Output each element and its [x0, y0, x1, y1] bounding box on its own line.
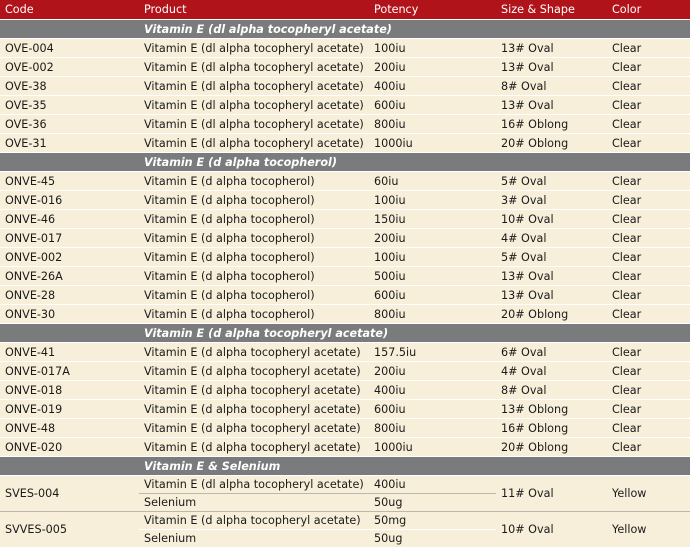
- cell-size: 13# Oval: [496, 267, 607, 286]
- cell-code: ONVE-020: [0, 438, 139, 457]
- cell-code: ONVE-018: [0, 381, 139, 400]
- cell-potency: 500iu: [369, 267, 496, 286]
- cell-product: Vitamin E (d alpha tocopheryl acetate): [139, 438, 369, 457]
- cell-product: Vitamin E (d alpha tocopherol): [139, 210, 369, 229]
- cell-potency: 600iu: [369, 286, 496, 305]
- cell-product: Selenium: [139, 494, 369, 512]
- cell-code: ONVE-017: [0, 229, 139, 248]
- cell-size: 11# Oval: [496, 476, 607, 512]
- cell-product: Vitamin E (dl alpha tocopheryl acetate): [139, 39, 369, 58]
- cell-size: 4# Oval: [496, 229, 607, 248]
- table-row: [0, 210, 690, 229]
- cell-potency: 1000iu: [369, 438, 496, 457]
- cell-product: Vitamin E (d alpha tocopherol): [139, 286, 369, 305]
- header-code: Code: [0, 0, 139, 20]
- cell-color: Clear: [607, 229, 690, 248]
- cell-code: OVE-002: [0, 58, 139, 77]
- cell-product: Vitamin E (dl alpha tocopheryl acetate): [139, 134, 369, 153]
- cell-potency: 150iu: [369, 210, 496, 229]
- cell-code: OVE-31: [0, 134, 139, 153]
- cell-potency: 50mg: [369, 512, 496, 530]
- cell-code: ONVE-017A: [0, 362, 139, 381]
- cell-product: Vitamin E (dl alpha tocopheryl acetate): [139, 115, 369, 134]
- table-row: [0, 286, 690, 305]
- cell-size: 6# Oval: [496, 343, 607, 362]
- cell-product: Selenium: [139, 530, 369, 548]
- cell-product: Vitamin E (dl alpha tocopheryl acetate): [139, 476, 369, 494]
- cell-size: 8# Oval: [496, 381, 607, 400]
- cell-color: Clear: [607, 438, 690, 457]
- table-row: [0, 134, 690, 153]
- cell-potency: 400iu: [369, 77, 496, 96]
- cell-code: OVE-004: [0, 39, 139, 58]
- cell-product: Vitamin E (dl alpha tocopheryl acetate): [139, 58, 369, 77]
- table-row: [0, 77, 690, 96]
- cell-size: 5# Oval: [496, 172, 607, 191]
- section-title: Vitamin E & Selenium: [139, 457, 690, 476]
- cell-potency: 1000iu: [369, 134, 496, 153]
- table-row: [0, 512, 690, 530]
- cell-code: SVVES-005: [0, 512, 139, 548]
- cell-potency: 600iu: [369, 400, 496, 419]
- cell-color: Clear: [607, 248, 690, 267]
- cell-potency: 800iu: [369, 115, 496, 134]
- table-row: [0, 172, 690, 191]
- section-header: [0, 324, 690, 343]
- cell-potency: 100iu: [369, 248, 496, 267]
- cell-code: ONVE-30: [0, 305, 139, 324]
- cell-product: Vitamin E (d alpha tocopherol): [139, 172, 369, 191]
- cell-color: Clear: [607, 267, 690, 286]
- cell-color: Clear: [607, 115, 690, 134]
- cell-product: Vitamin E (d alpha tocopheryl acetate): [139, 362, 369, 381]
- table-row: [0, 58, 690, 77]
- cell-code: ONVE-41: [0, 343, 139, 362]
- cell-color: Yellow: [607, 476, 690, 512]
- cell-code: ONVE-48: [0, 419, 139, 438]
- cell-code: OVE-36: [0, 115, 139, 134]
- cell-code: ONVE-019: [0, 400, 139, 419]
- cell-color: Yellow: [607, 512, 690, 548]
- table-row: [0, 438, 690, 457]
- table-row: [0, 381, 690, 400]
- cell-potency: 400iu: [369, 381, 496, 400]
- cell-color: Clear: [607, 286, 690, 305]
- cell-size: 13# Oblong: [496, 400, 607, 419]
- cell-product: Vitamin E (d alpha tocopheryl acetate): [139, 343, 369, 362]
- table-row: [0, 400, 690, 419]
- cell-color: Clear: [607, 381, 690, 400]
- cell-code: ONVE-28: [0, 286, 139, 305]
- cell-product: Vitamin E (dl alpha tocopheryl acetate): [139, 96, 369, 115]
- cell-size: 10# Oval: [496, 210, 607, 229]
- cell-color: Clear: [607, 172, 690, 191]
- cell-potency: 100iu: [369, 39, 496, 58]
- cell-size: 5# Oval: [496, 248, 607, 267]
- table-row: [0, 476, 690, 494]
- cell-code: OVE-38: [0, 77, 139, 96]
- cell-potency: 200iu: [369, 229, 496, 248]
- section-blank: [0, 153, 139, 172]
- cell-code: ONVE-016: [0, 191, 139, 210]
- cell-code: ONVE-46: [0, 210, 139, 229]
- table-row: [0, 39, 690, 58]
- cell-size: 16# Oblong: [496, 419, 607, 438]
- cell-size: 16# Oblong: [496, 115, 607, 134]
- cell-code: ONVE-45: [0, 172, 139, 191]
- cell-color: Clear: [607, 400, 690, 419]
- cell-color: Clear: [607, 210, 690, 229]
- cell-code: OVE-35: [0, 96, 139, 115]
- table-row: [0, 191, 690, 210]
- cell-product: Vitamin E (d alpha tocopherol): [139, 248, 369, 267]
- header-color: Color: [607, 0, 690, 20]
- cell-color: Clear: [607, 343, 690, 362]
- cell-color: Clear: [607, 39, 690, 58]
- cell-color: Clear: [607, 362, 690, 381]
- cell-color: Clear: [607, 134, 690, 153]
- table-row: [0, 343, 690, 362]
- cell-size: 20# Oblong: [496, 438, 607, 457]
- cell-potency: 600iu: [369, 96, 496, 115]
- cell-potency: 200iu: [369, 58, 496, 77]
- section-title: Vitamin E (d alpha tocopherol): [139, 153, 690, 172]
- table-row: [0, 248, 690, 267]
- cell-potency: 800iu: [369, 419, 496, 438]
- cell-product: Vitamin E (d alpha tocopheryl acetate): [139, 512, 369, 530]
- cell-product: Vitamin E (d alpha tocopherol): [139, 267, 369, 286]
- cell-size: 13# Oval: [496, 39, 607, 58]
- section-blank: [0, 20, 139, 39]
- section-title: Vitamin E (dl alpha tocopheryl acetate): [139, 20, 690, 39]
- cell-potency: 800iu: [369, 305, 496, 324]
- cell-size: 20# Oblong: [496, 134, 607, 153]
- cell-color: Clear: [607, 419, 690, 438]
- cell-size: 3# Oval: [496, 191, 607, 210]
- section-header: [0, 457, 690, 476]
- cell-code: SVES-004: [0, 476, 139, 512]
- section-blank: [0, 457, 139, 476]
- cell-potency: 50ug: [369, 494, 496, 512]
- cell-color: Clear: [607, 96, 690, 115]
- cell-potency: 200iu: [369, 362, 496, 381]
- table-body: [0, 20, 690, 548]
- table-row: [0, 115, 690, 134]
- cell-size: 8# Oval: [496, 77, 607, 96]
- cell-product: Vitamin E (d alpha tocopherol): [139, 191, 369, 210]
- table-row: [0, 305, 690, 324]
- cell-potency: 50ug: [369, 530, 496, 548]
- header-size-shape: Size & Shape: [496, 0, 607, 20]
- cell-code: ONVE-002: [0, 248, 139, 267]
- section-header: [0, 153, 690, 172]
- table-row: [0, 267, 690, 286]
- cell-color: Clear: [607, 58, 690, 77]
- cell-product: Vitamin E (d alpha tocopherol): [139, 229, 369, 248]
- cell-size: 4# Oval: [496, 362, 607, 381]
- section-header: [0, 20, 690, 39]
- cell-color: Clear: [607, 77, 690, 96]
- header-product: Product: [139, 0, 369, 20]
- cell-size: 13# Oval: [496, 58, 607, 77]
- table-header: [0, 0, 690, 20]
- cell-code: ONVE-26A: [0, 267, 139, 286]
- section-title: Vitamin E (d alpha tocopheryl acetate): [139, 324, 690, 343]
- cell-color: Clear: [607, 191, 690, 210]
- cell-color: Clear: [607, 305, 690, 324]
- cell-product: Vitamin E (d alpha tocopheryl acetate): [139, 381, 369, 400]
- table-row: [0, 229, 690, 248]
- cell-potency: 400iu: [369, 476, 496, 494]
- section-blank: [0, 324, 139, 343]
- cell-potency: 60iu: [369, 172, 496, 191]
- cell-product: Vitamin E (d alpha tocopherol): [139, 305, 369, 324]
- table-row: [0, 419, 690, 438]
- cell-product: Vitamin E (dl alpha tocopheryl acetate): [139, 77, 369, 96]
- cell-size: 10# Oval: [496, 512, 607, 548]
- table-row: [0, 96, 690, 115]
- cell-product: Vitamin E (d alpha tocopheryl acetate): [139, 400, 369, 419]
- cell-size: 20# Oblong: [496, 305, 607, 324]
- header-potency: Potency: [369, 0, 496, 20]
- cell-potency: 157.5iu: [369, 343, 496, 362]
- cell-potency: 100iu: [369, 191, 496, 210]
- cell-size: 13# Oval: [496, 286, 607, 305]
- cell-product: Vitamin E (d alpha tocopheryl acetate): [139, 419, 369, 438]
- table-row: [0, 362, 690, 381]
- cell-size: 13# Oval: [496, 96, 607, 115]
